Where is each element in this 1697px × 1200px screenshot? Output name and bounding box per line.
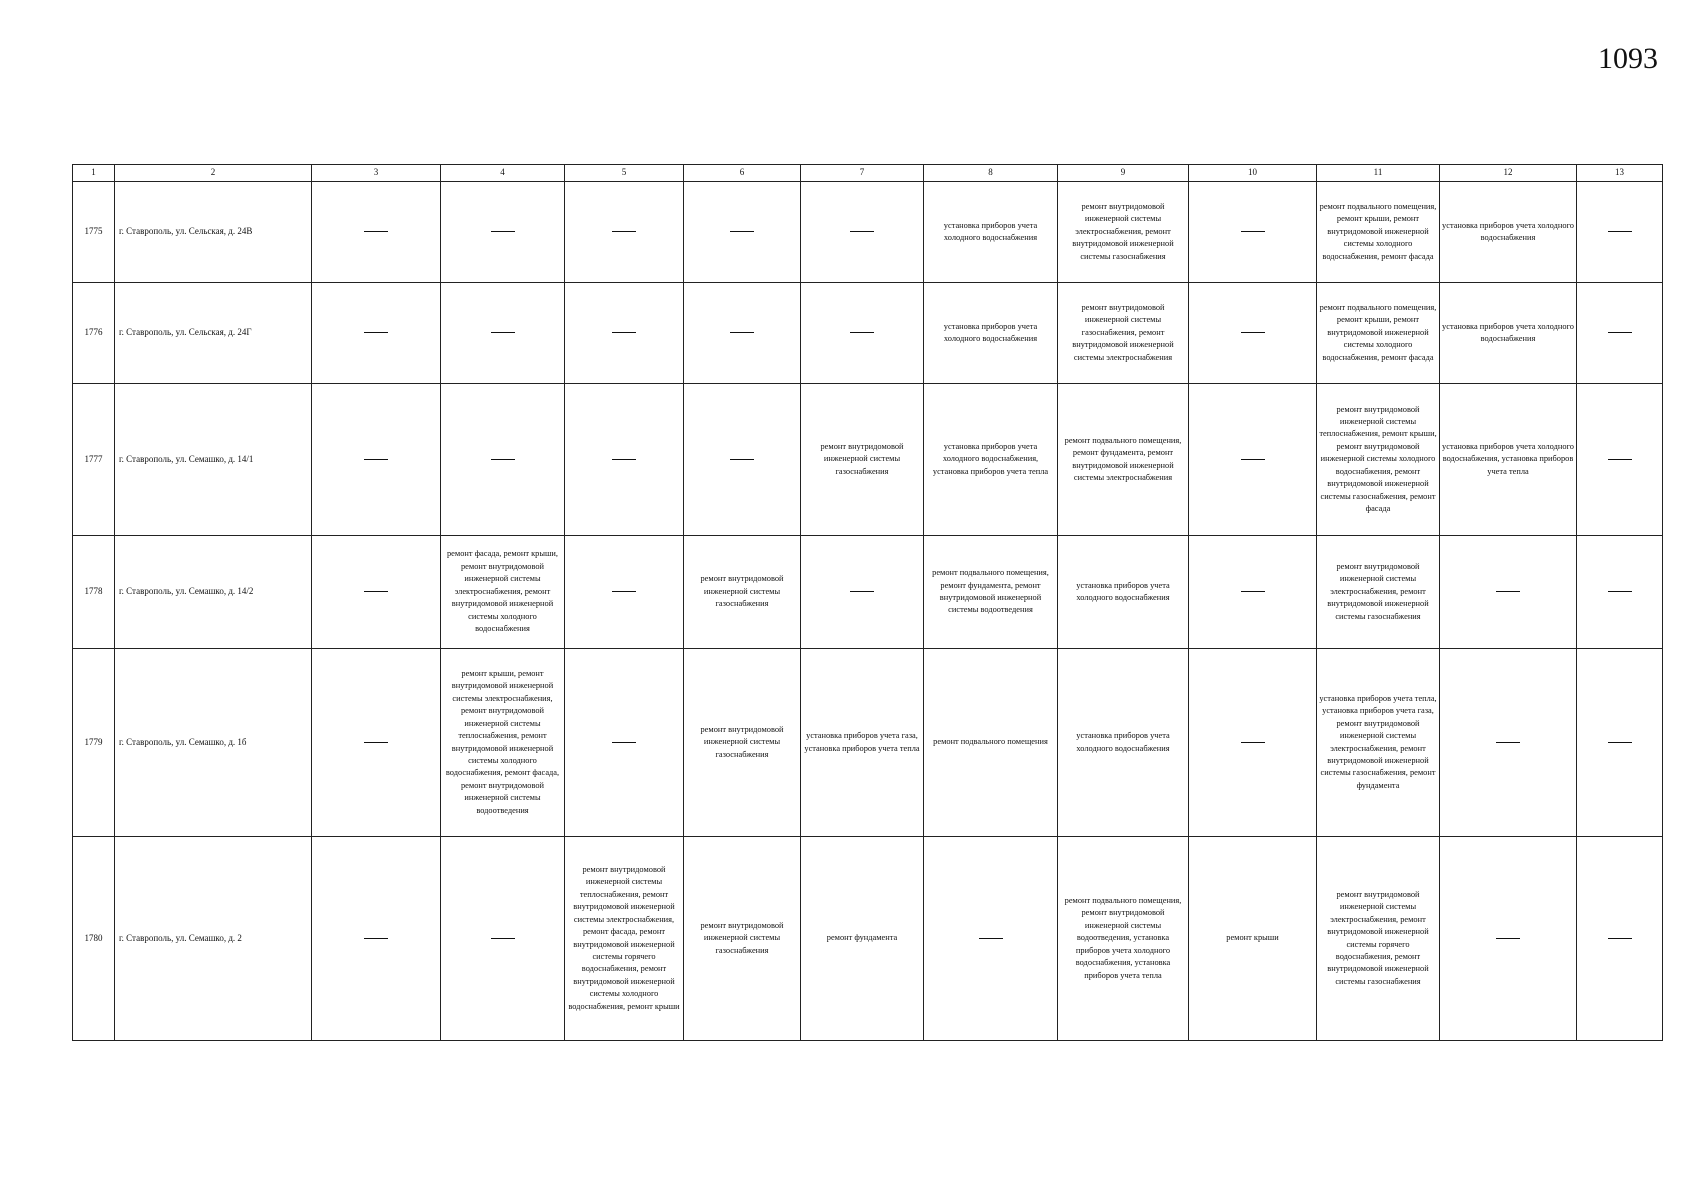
column-header: 5 [565,165,684,182]
work-type-cell: установка приборов учета холодного водоснабжения, установка приборов учета тепла [1440,384,1577,536]
dash-mark [491,231,515,232]
table-row [73,649,1663,837]
work-type-cell [924,837,1058,1041]
work-type-cell [1577,384,1663,536]
work-type-cell [312,536,441,649]
work-type-cell [684,384,801,536]
work-type-cell: ремонт внутридомовой инженерной системы электроснабжения, ремонт внутридомовой инженерной системы газоснабжения [1058,182,1189,283]
dash-mark [1608,742,1632,743]
work-type-cell [312,182,441,283]
column-header: 2 [115,165,312,182]
work-type-cell: ремонт внутридомовой инженерной системы газоснабжения [801,384,924,536]
work-type-cell [1189,384,1317,536]
dash-mark [612,742,636,743]
work-type-cell [441,384,565,536]
dash-mark [1608,231,1632,232]
dash-mark [730,459,754,460]
work-type-cell: ремонт подвального помещения [924,649,1058,837]
dash-mark [364,332,388,333]
page-number: 1093 [1598,42,1658,75]
dash-mark [612,459,636,460]
dash-mark [491,332,515,333]
address-cell: г. Ставрополь, ул. Семашко, д. 14/2 [115,536,312,649]
work-type-cell [684,283,801,384]
dash-mark [1608,459,1632,460]
work-type-cell: установка приборов учета тепла, установка приборов учета газа, ремонт внутридомовой инженерной системы электроснабжения, ремонт внутридомовой инженерной системы газоснабжения, ремонт фундамента [1317,649,1440,837]
column-header: 4 [441,165,565,182]
work-type-cell: ремонт внутридомовой инженерной системы электроснабжения, ремонт внутридомовой инженерной системы газоснабжения [1317,536,1440,649]
dash-mark [1241,459,1265,460]
work-type-cell [801,536,924,649]
work-type-cell [565,536,684,649]
address-cell: г. Ставрополь, ул. Сельская, д. 24В [115,182,312,283]
dash-mark [364,938,388,939]
table-row [73,283,1663,384]
work-type-cell [441,283,565,384]
work-type-cell: установка приборов учета холодного водоснабжения, установка приборов учета тепла [924,384,1058,536]
work-type-cell [1189,182,1317,283]
work-type-cell [684,182,801,283]
work-type-cell: ремонт внутридомовой инженерной системы газоснабжения, ремонт внутридомовой инженерной системы электроснабжения [1058,283,1189,384]
work-type-cell: ремонт подвального помещения, ремонт крыши, ремонт внутридомовой инженерной системы холодного водоснабжения, ремонт фасада [1317,283,1440,384]
work-type-cell [1189,649,1317,837]
work-type-cell: ремонт внутридомовой инженерной системы газоснабжения [684,837,801,1041]
work-type-cell [565,649,684,837]
dash-mark [1241,591,1265,592]
work-type-cell [1440,536,1577,649]
work-type-cell [312,283,441,384]
dash-mark [612,231,636,232]
work-type-cell: ремонт крыши, ремонт внутридомовой инженерной системы электроснабжения, ремонт внутридомовой инженерной системы теплоснабжения, ремонт внутридомовой инженерной системы холодного водоснабжения, ремонт фасада, ремонт внутридомовой инженерной системы водоотведения [441,649,565,837]
table-row [73,182,1663,283]
address-cell: г. Ставрополь, ул. Семашко, д. 14/1 [115,384,312,536]
row-number-cell: 1775 [73,182,115,283]
work-type-cell: ремонт внутридомовой инженерной системы теплоснабжения, ремонт внутридомовой инженерной системы электроснабжения, ремонт фасада, ремонт внутридомовой инженерной системы горячего водоснабжения, ремонт внутридомовой инженерной системы холодного водоснабжения, ремонт крыши [565,837,684,1041]
dash-mark [1608,591,1632,592]
column-number-row [73,165,1663,182]
dash-mark [1241,332,1265,333]
work-type-cell: установка приборов учета холодного водоснабжения [1058,649,1189,837]
dash-mark [1496,591,1520,592]
row-number-cell: 1776 [73,283,115,384]
work-type-cell: ремонт внутридомовой инженерной системы газоснабжения [684,536,801,649]
work-type-cell: ремонт подвального помещения, ремонт фундамента, ремонт внутридомовой инженерной системы водоотведения [924,536,1058,649]
dash-mark [364,459,388,460]
row-number-cell: 1780 [73,837,115,1041]
work-type-cell [1189,283,1317,384]
work-type-cell [1189,536,1317,649]
column-header: 8 [924,165,1058,182]
address-cell: г. Ставрополь, ул. Семашко, д. 1б [115,649,312,837]
repair-schedule-table [72,164,1663,1041]
work-type-cell [1577,182,1663,283]
dash-mark [1496,742,1520,743]
column-header: 11 [1317,165,1440,182]
dash-mark [612,591,636,592]
work-type-cell [312,649,441,837]
row-number-cell: 1779 [73,649,115,837]
work-type-cell [1577,283,1663,384]
dash-mark [364,231,388,232]
work-type-cell [312,837,441,1041]
table-row [73,536,1663,649]
table-row [73,837,1663,1041]
work-type-cell: ремонт подвального помещения, ремонт внутридомовой инженерной системы водоотведения, установка приборов учета холодного водоснабжения, установка приборов учета тепла [1058,837,1189,1041]
work-type-cell: ремонт фасада, ремонт крыши, ремонт внутридомовой инженерной системы электроснабжения, ремонт внутридомовой инженерной системы холодного водоснабжения [441,536,565,649]
dash-mark [850,332,874,333]
work-type-cell [441,182,565,283]
dash-mark [491,459,515,460]
work-type-cell: ремонт крыши [1189,837,1317,1041]
work-type-cell: установка приборов учета газа, установка приборов учета тепла [801,649,924,837]
dash-mark [730,332,754,333]
work-type-cell [1577,837,1663,1041]
column-header: 13 [1577,165,1663,182]
work-type-cell: ремонт фундамента [801,837,924,1041]
dash-mark [1608,332,1632,333]
dash-mark [612,332,636,333]
dash-mark [730,231,754,232]
row-number-cell: 1778 [73,536,115,649]
column-header: 9 [1058,165,1189,182]
dash-mark [1608,938,1632,939]
column-header: 12 [1440,165,1577,182]
work-type-cell [1577,649,1663,837]
column-header: 1 [73,165,115,182]
work-type-cell: установка приборов учета холодного водоснабжения [924,283,1058,384]
dash-mark [1241,231,1265,232]
work-type-cell [565,182,684,283]
work-type-cell [1440,837,1577,1041]
work-type-cell [801,182,924,283]
dash-mark [364,742,388,743]
work-type-cell: ремонт внутридомовой инженерной системы газоснабжения [684,649,801,837]
table-row [73,384,1663,536]
work-type-cell [801,283,924,384]
address-cell: г. Ставрополь, ул. Сельская, д. 24Г [115,283,312,384]
column-header: 6 [684,165,801,182]
table-body [73,182,1663,1041]
work-type-cell [312,384,441,536]
dash-mark [364,591,388,592]
column-header: 3 [312,165,441,182]
work-type-cell [565,384,684,536]
work-type-cell: установка приборов учета холодного водоснабжения [1058,536,1189,649]
work-type-cell [441,837,565,1041]
row-number-cell: 1777 [73,384,115,536]
address-cell: г. Ставрополь, ул. Семашко, д. 2 [115,837,312,1041]
column-header: 7 [801,165,924,182]
work-type-cell: установка приборов учета холодного водоснабжения [1440,283,1577,384]
work-type-cell [1577,536,1663,649]
dash-mark [1496,938,1520,939]
column-header: 10 [1189,165,1317,182]
work-type-cell: ремонт подвального помещения, ремонт крыши, ремонт внутридомовой инженерной системы холодного водоснабжения, ремонт фасада [1317,182,1440,283]
dash-mark [1241,742,1265,743]
dash-mark [850,231,874,232]
dash-mark [979,938,1003,939]
work-type-cell: ремонт подвального помещения, ремонт фундамента, ремонт внутридомовой инженерной системы электроснабжения [1058,384,1189,536]
work-type-cell: установка приборов учета холодного водоснабжения [1440,182,1577,283]
work-type-cell: установка приборов учета холодного водоснабжения [924,182,1058,283]
work-type-cell: ремонт внутридомовой инженерной системы электроснабжения, ремонт внутридомовой инженерной системы горячего водоснабжения, ремонт внутридомовой инженерной системы газоснабжения [1317,837,1440,1041]
dash-mark [491,938,515,939]
work-type-cell [1440,649,1577,837]
work-type-cell [565,283,684,384]
work-type-cell: ремонт внутридомовой инженерной системы теплоснабжения, ремонт крыши, ремонт внутридомовой инженерной системы холодного водоснабжения, ремонт внутридомовой инженерной системы газоснабжения, ремонт фасада [1317,384,1440,536]
dash-mark [850,591,874,592]
